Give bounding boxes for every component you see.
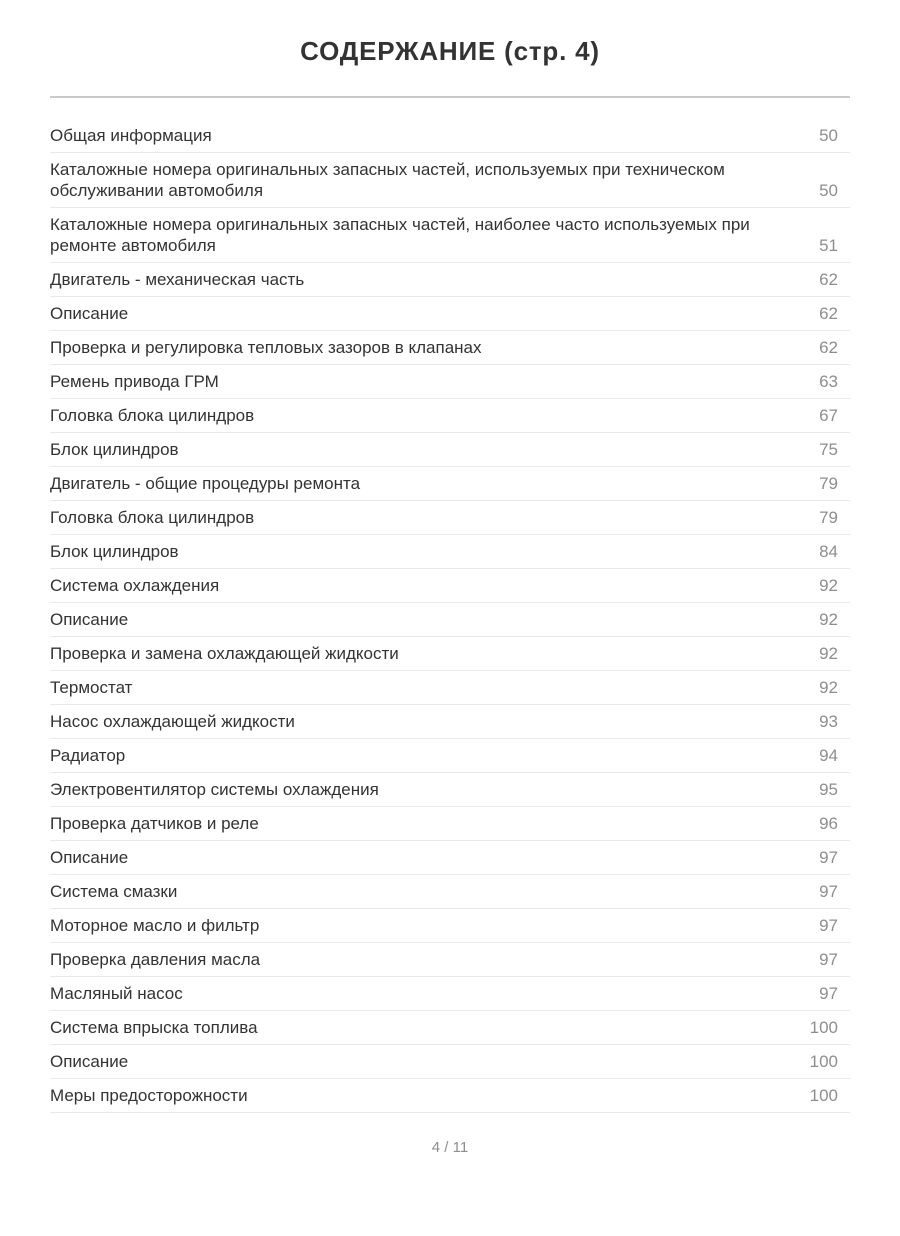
toc-entry-label: Головка блока цилиндров xyxy=(50,508,255,527)
toc-entry-label: Каталожные номера оригинальных запасных частей, используемых при техническом обслуживании автомобиля xyxy=(50,160,725,200)
toc-entry-label: Каталожные номера оригинальных запасных частей, наиболее часто используемых при ремонте автомобиля xyxy=(50,215,750,255)
toc-entry-page-number: 100 xyxy=(809,1018,838,1037)
toc-row xyxy=(50,263,850,297)
toc-row xyxy=(50,119,850,153)
toc-entry-label: Блок цилиндров xyxy=(50,440,179,459)
toc-entry-page-number: 63 xyxy=(819,372,838,391)
toc-entry-page-number: 94 xyxy=(819,746,838,765)
toc-row xyxy=(50,331,850,365)
toc-row xyxy=(50,671,850,705)
toc-entry-label: Радиатор xyxy=(50,746,126,765)
toc-row xyxy=(50,501,850,535)
toc-entry-page-number: 97 xyxy=(819,916,838,935)
toc-entry-label: Термостат xyxy=(50,678,133,697)
toc-row xyxy=(50,705,850,739)
toc-entry-label: Система смазки xyxy=(50,882,178,901)
toc-row xyxy=(50,739,850,773)
toc-row xyxy=(50,399,850,433)
toc-entry-page-number: 93 xyxy=(819,712,838,731)
page-indicator: 4 / 11 xyxy=(431,1139,469,1156)
toc-entry-page-number: 51 xyxy=(819,236,838,255)
toc-entry-label: Моторное масло и фильтр xyxy=(50,916,260,935)
toc-row xyxy=(50,433,850,467)
toc-entry-page-number: 50 xyxy=(819,126,838,145)
toc-row xyxy=(50,841,850,875)
toc-entry-page-number: 62 xyxy=(819,304,838,323)
toc-entry-label: Головка блока цилиндров xyxy=(50,406,255,425)
toc-entry-page-number: 100 xyxy=(809,1052,838,1071)
toc-entry-label: Проверка и регулировка тепловых зазоров в клапанах xyxy=(50,338,482,357)
toc-entry-page-number: 92 xyxy=(819,644,838,663)
toc-row xyxy=(50,909,850,943)
toc-entry-page-number: 50 xyxy=(819,181,838,200)
toc-row xyxy=(50,943,850,977)
toc-row xyxy=(50,1011,850,1045)
toc-row xyxy=(50,875,850,909)
toc-row xyxy=(50,603,850,637)
toc-entry-label: Описание xyxy=(50,304,129,323)
toc-row xyxy=(50,1045,850,1079)
toc-row xyxy=(50,535,850,569)
toc-entry-label: Блок цилиндров xyxy=(50,542,179,561)
toc-entry-label: Проверка и замена охлаждающей жидкости xyxy=(50,644,399,663)
toc-entry-page-number: 100 xyxy=(809,1086,838,1105)
toc-entry-page-number: 79 xyxy=(819,508,838,527)
toc-entry-label: Насос охлаждающей жидкости xyxy=(50,712,295,731)
toc-entry-page-number: 96 xyxy=(819,814,838,833)
toc-entry-page-number: 97 xyxy=(819,848,838,867)
toc-list xyxy=(50,119,850,1113)
toc-row xyxy=(50,637,850,671)
toc-row xyxy=(50,977,850,1011)
title-divider xyxy=(50,96,850,98)
toc-entry-page-number: 97 xyxy=(819,950,838,969)
toc-entry-label: Двигатель - общие процедуры ремонта xyxy=(50,474,361,493)
toc-entry-page-number: 67 xyxy=(819,406,838,425)
toc-entry-page-number: 95 xyxy=(819,780,838,799)
toc-entry-label: Описание xyxy=(50,1052,129,1071)
toc-entry-label: Описание xyxy=(50,848,129,867)
page-title: СОДЕРЖАНИЕ (стр. 4) xyxy=(300,36,600,66)
toc-entry-page-number: 62 xyxy=(819,338,838,357)
toc-entry-page-number: 92 xyxy=(819,576,838,595)
toc-entry-page-number: 97 xyxy=(819,984,838,1003)
toc-entry-label: Ремень привода ГРМ xyxy=(50,372,219,391)
toc-entry-label: Система впрыска топлива xyxy=(50,1018,258,1037)
toc-entry-label: Электровентилятор системы охлаждения xyxy=(50,780,379,799)
toc-row xyxy=(50,807,850,841)
toc-entry-label: Описание xyxy=(50,610,129,629)
toc-row xyxy=(50,208,850,263)
toc-row xyxy=(50,365,850,399)
toc-row xyxy=(50,297,850,331)
toc-entry-label: Проверка давления масла xyxy=(50,950,261,969)
toc-entry-page-number: 97 xyxy=(819,882,838,901)
toc-row xyxy=(50,1079,850,1113)
toc-row xyxy=(50,569,850,603)
toc-row xyxy=(50,467,850,501)
toc-entry-page-number: 84 xyxy=(819,542,838,561)
toc-entry-label: Масляный насос xyxy=(50,984,183,1003)
toc-entry-page-number: 75 xyxy=(819,440,838,459)
toc-entry-page-number: 92 xyxy=(819,610,838,629)
toc-entry-page-number: 92 xyxy=(819,678,838,697)
toc-entry-label: Меры предосторожности xyxy=(50,1086,248,1105)
toc-row xyxy=(50,773,850,807)
document-page xyxy=(0,36,900,1157)
toc-entry-page-number: 79 xyxy=(819,474,838,493)
toc-entry-label: Общая информация xyxy=(50,126,212,145)
toc-entry-label: Проверка датчиков и реле xyxy=(50,814,259,833)
toc-row xyxy=(50,153,850,208)
toc-entry-label: Двигатель - механическая часть xyxy=(50,270,305,289)
toc-entry-label: Система охлаждения xyxy=(50,576,220,595)
toc-entry-page-number: 62 xyxy=(819,270,838,289)
